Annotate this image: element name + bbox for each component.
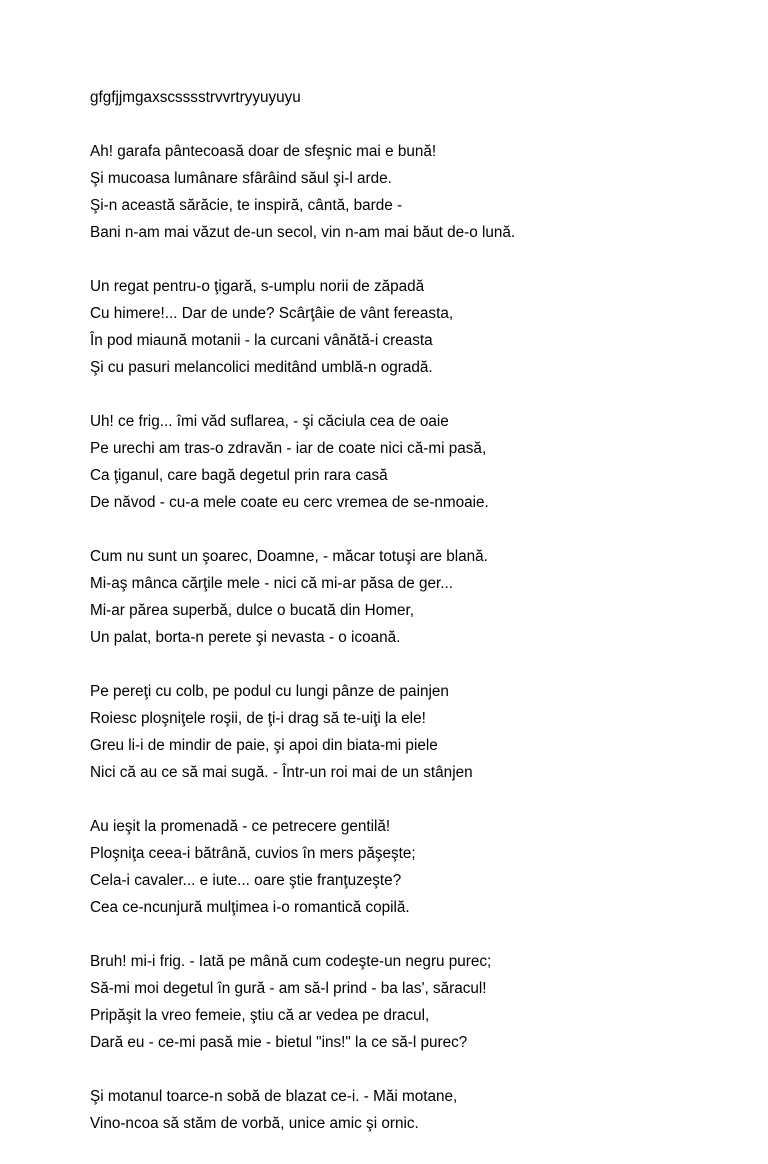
stanza-7 bbox=[90, 948, 750, 1056]
stanza-4 bbox=[90, 543, 750, 651]
poem-line: Cu himere!... Dar de unde? Scârţâie de vânt fereasta, bbox=[90, 305, 454, 322]
poem-line: Cum nu sunt un şoarec, Doamne, - măcar totuşi are blană. bbox=[90, 548, 488, 565]
poem-line: Şi mucoasa lumânare sfârâind săul şi-l arde. bbox=[90, 170, 392, 187]
poem-line: Pripăşit la vreo femeie, ştiu că ar vedea pe dracul, bbox=[90, 1007, 430, 1024]
poem-line: Cela-i cavaler... e iute... oare ştie franţuzeşte? bbox=[90, 872, 402, 889]
poem-line: Vino-ncoa să stăm de vorbă, unice amic şi ornic. bbox=[90, 1115, 419, 1132]
stanza-6 bbox=[90, 813, 750, 921]
poem-line: Şi cu pasuri melancolici meditând umblă-n ogradă. bbox=[90, 359, 433, 376]
poem-line: Uh! ce frig... îmi văd suflarea, - şi căciula cea de oaie bbox=[90, 413, 449, 430]
poem-line: În pod miaună motanii - la curcani vânătă-i creasta bbox=[90, 332, 433, 349]
poem-line: Ah! garafa pântecoasă doar de sfeşnic mai e bună! bbox=[90, 143, 437, 160]
poem-line: De năvod - cu-a mele coate eu cerc vremea de se-nmoaie. bbox=[90, 494, 489, 511]
poem-line: Mi-ar părea superbă, dulce o bucată din Homer, bbox=[90, 602, 414, 619]
poem-line: Ca ţiganul, care bagă degetul prin rara casă bbox=[90, 467, 388, 484]
poem-line: Mi-aş mânca cărţile mele - nici că mi-ar păsa de ger... bbox=[90, 575, 454, 592]
poem-line: Bruh! mi-i frig. - Iată pe mână cum codeşte-un negru purec; bbox=[90, 953, 492, 970]
poem-body bbox=[90, 138, 750, 1164]
poem-line: Pe pereţi cu colb, pe podul cu lungi pânze de painjen bbox=[90, 683, 449, 700]
poem-line: Au ieşit la promenadă - ce petrecere gentilă! bbox=[90, 818, 391, 835]
poem-line: Şi-n această sărăcie, te inspiră, cântă, barde - bbox=[90, 197, 403, 214]
poem-line: Bani n-am mai văzut de-un secol, vin n-am mai băut de-o lună. bbox=[90, 224, 516, 241]
poem-line: Cea ce-ncunjură mulţimea i-o romantică copilă. bbox=[90, 899, 410, 916]
stanza-1 bbox=[90, 138, 750, 246]
poem-line: Să-mi moi degetul în gură - am să-l prind - ba las', săracul! bbox=[90, 980, 487, 997]
poem-line: Ploşniţa ceea-i bătrână, cuvios în mers păşeşte; bbox=[90, 845, 416, 862]
poem-line: Dară eu - ce-mi pasă mie - bietul "ins!" la ce să-l purec? bbox=[90, 1034, 468, 1051]
stanza-2 bbox=[90, 273, 750, 381]
poem-line: Şi motanul toarce-n sobă de blazat ce-i. - Măi motane, bbox=[90, 1088, 458, 1105]
document-heading: gfgfjjmgaxscsssstrvvrtryyuyuyu bbox=[90, 89, 301, 106]
poem-line: Greu li-i de mindir de paie, şi apoi din biata-mi piele bbox=[90, 737, 438, 754]
poem-line: Pe urechi am tras-o zdravăn - iar de coate nici că-mi pasă, bbox=[90, 440, 487, 457]
stanza-8 bbox=[90, 1083, 750, 1137]
stanza-3 bbox=[90, 408, 750, 516]
stanza-5 bbox=[90, 678, 750, 786]
poem-line: Roiesc ploşniţele roşii, de ţi-i drag să te-uiţi la ele! bbox=[90, 710, 426, 727]
poem-line: Nici că au ce să mai sugă. - Într-un roi mai de un stânjen bbox=[90, 764, 473, 781]
poem-line: Un palat, borta-n perete şi nevasta - o icoană. bbox=[90, 629, 401, 646]
poem-line: Un regat pentru-o ţigară, s-umplu norii de zăpadă bbox=[90, 278, 425, 295]
